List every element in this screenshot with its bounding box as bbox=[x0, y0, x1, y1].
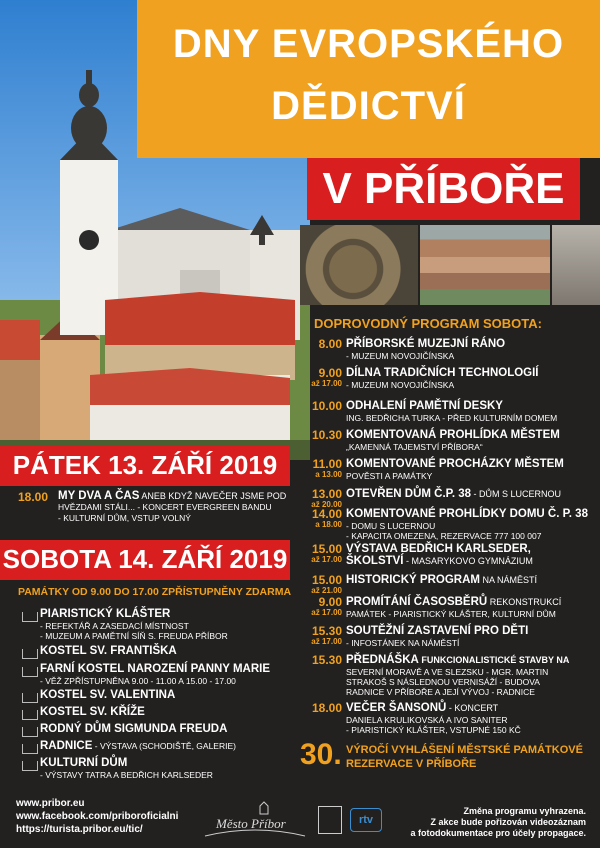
friday-time: 18.00 bbox=[18, 490, 49, 504]
program-sub: DANIELA KRULIKOVSKÁ A IVO SANITER bbox=[346, 715, 508, 725]
program-sub: PAMÁTEK - PIARISTICKÝ KLÁŠTER, KULTURNÍ DŮM bbox=[346, 609, 556, 619]
town-logo bbox=[200, 800, 310, 840]
program-sub: POVĚSTI A PAMÁTKY bbox=[346, 471, 433, 481]
program-time: 11.00 a 13.00 bbox=[312, 457, 342, 479]
museum-logo-icon bbox=[318, 806, 342, 834]
program-title: PROMÍTÁNÍ ČASOSBĚRŮ REKONSTRUKCÍ bbox=[346, 596, 562, 608]
bullet-icon bbox=[22, 727, 38, 737]
program-title: SOUTĚŽNÍ ZASTAVENÍ PRO DĚTI bbox=[346, 625, 529, 637]
program-time: 10.00 bbox=[311, 399, 342, 413]
bullet-icon bbox=[22, 761, 38, 771]
photo-strip bbox=[300, 225, 600, 305]
poster: DNY EVROPSKÉHO DĚDICTVÍ V PŘÍBOŘE DOPROVODNÝ PROGRAM SOBOTA: 8.00 PŘÍBORSKÉ MUZEJNÍ RÁNO - MUZEUM NOVOJIČÍNSKA 9.00 až 17.00 DÍLNA TRADIČNÍCH TECHNOLOGIÍ - MUZEUM NOVOJIČÍNSKA 10.00 ODHALENÍ PAMĚTNÍ DESKY ING. BEDŘICHA TURKA - PŘED KULTURNÍM DOMEM 10.30 KOMENTOVANÁ PROHLÍDKA MĚSTEM „KAMENNÁ TAJEMSTVÍ PŘÍBORA“ 11.00 a 13.00 KOMENTOVANÉ PROCHÁZKY MĚSTEM POVĚSTI A PAMÁTKY 13.00 až 20.00 OTEVŘEN DŮM Č.P. 38 - DŮM S LUCERNOU 14.00 a 18.00 KOMENTOVANÉ PROHLÍDKY DOMU Č. P. 38 - DOMU S LUCERNOU - KAPACITA OMEZENA, REZERVACE 777 100 007 15.00 až 17.00 VÝSTAVA BEDŘICH KARLSEDER, ŠKOLSTVÍ - MASARYKOVO GYMNÁZIUM 15.00 až 21.00 HISTORICKÝ PROGRAM NA NÁMĚSTÍ 9.00 až 17.00 PROMÍTÁNÍ ČASOSBĚRŮ REKONSTRUKCÍ PAMÁTEK - PIARISTICKÝ KLÁŠTER, KULTURNÍ DŮM 15.30 až 17.00 SOUTĚŽNÍ ZASTAVENÍ PRO DĚTI - INFOSTÁNEK NA NÁMĚSTÍ 15.30 PŘEDNÁŠKA FUNKCIONALISTICKÉ STAVBY NA SEVERNÍ MORAVĚ A VE SLEZSKU - MGR. MARTIN STRAKOŠ S NÁSLEDNOU VERNISÁŽÍ - BUDOVA RADNICE V PŘÍBOŘE A JEJÍ VÝVOJ - RADNICE 18.00 VEČER ŠANSONŮ - KONCERT DANIELA KRULIKOVSKÁ A IVO SANITER - PIARISTICKÝ KLÁŠTER, VSTUPNÉ 150 KČ 30. VÝROČÍ VYHLÁŠENÍ MĚSTSKÉ PAMÁTKOVÉ REZERVACE V PŘÍBOŘE PÁTEK 13. ZÁŘÍ 2019 18.00 MY DVA A ČAS ANEB KDYŽ NAVEČER JSME POD HVĚZDAMI STÁLI... - KONCERT EVERGREEN BANDU - KULTURNÍ DŮM, VSTUP VOLNÝ SOBOTA 14. ZÁŘÍ 2019 PAMÁTKY OD 9.00 DO 17.00 ZPŘÍSTUPNĚNY ZDARMA PIARISTICKÝ KLÁŠTER - REFEKTÁŘ A ZASEDACÍ MÍSTNOST - MUZEUM A PAMĚTNÍ SÍŇ S. FREUDA PŘÍBOR KOSTEL SV. FRANTIŠKA FARNÍ KOSTEL NAROZENÍ PANNY MARIE - VĚŽ ZPŘÍSTUPNĚNA 9.00 - 11.00 A 15.00 - 17.00 KOSTEL SV. VALENTINA KOSTEL SV. KŘÍŽE RODNÝ DŮM SIGMUNDA FREUDA RADNICE - VÝSTAVA (SCHODIŠTĚ, GALERIE) KULTURNÍ DŮM - VÝSTAVY TATRA A BEDŘICH KARLSEDER www.pribor.eu www.facebook.com/priboroficialni https://turista.pribor.eu/tic/ Město Příbor rtv Změna programu vyhrazena. Z akce bude pořizován videozáznam a fotodokumentace pro účely propagace. bbox=[0, 0, 600, 848]
town-logo-text: Město Příbor bbox=[216, 816, 286, 831]
archaeology-photo bbox=[300, 225, 418, 305]
website-link[interactable]: www.pribor.eu bbox=[16, 798, 85, 809]
program-title: OTEVŘEN DŮM Č.P. 38 - DŮM S LUCERNOU bbox=[346, 488, 562, 500]
program-time: 14.00 a 18.00 bbox=[311, 507, 342, 529]
program-time: 8.00 bbox=[318, 337, 342, 351]
program-time: 15.30 bbox=[311, 653, 342, 667]
footer-note: Změna programu vyhrazena. Z akce bude pořizován videozáznam a fotodokumentace pro účely propagace. bbox=[410, 806, 586, 838]
town-aerial-photo bbox=[420, 225, 550, 305]
program-time: 9.00 až 17.00 bbox=[311, 366, 342, 388]
bullet-icon bbox=[22, 649, 38, 659]
anniversary-text: VÝROČÍ VYHLÁŠENÍ MĚSTSKÉ PAMÁTKOVÉ REZERVACE V PŘÍBOŘE bbox=[346, 744, 583, 770]
program-time: 18.00 bbox=[311, 701, 342, 715]
tourist-link[interactable]: https://turista.pribor.eu/tic/ bbox=[16, 824, 143, 835]
title-line-1: DNY EVROPSKÉHO bbox=[172, 22, 565, 66]
program-sub: - MUZEUM NOVOJIČÍNSKA bbox=[346, 380, 455, 390]
bullet-icon bbox=[22, 667, 38, 677]
saturday-heading: SOBOTA 14. ZÁŘÍ 2019 bbox=[2, 544, 288, 574]
program-sub: „KAMENNÁ TAJEMSTVÍ PŘÍBORA“ bbox=[346, 442, 483, 452]
friday-heading: PÁTEK 13. ZÁŘÍ 2019 bbox=[12, 450, 278, 480]
program-sub: RADNICE V PŘÍBOŘE A JEJÍ VÝVOJ - RADNICE bbox=[346, 687, 535, 697]
program-time: 9.00 až 17.00 bbox=[311, 595, 342, 617]
program-title: KOMENTOVANÉ PROHLÍDKY DOMU Č. P. 38 bbox=[346, 508, 588, 520]
program-header: DOPROVODNÝ PROGRAM SOBOTA: bbox=[314, 316, 542, 331]
bullet-icon bbox=[22, 744, 38, 754]
program-time: 15.30 až 17.00 bbox=[311, 624, 342, 646]
program-time: 10.30 bbox=[311, 428, 342, 442]
tv-logo: rtv bbox=[350, 808, 382, 832]
bullet-icon bbox=[22, 612, 38, 622]
program-title: VEČER ŠANSONŮ - KONCERT bbox=[346, 702, 499, 714]
bullet-icon bbox=[22, 693, 38, 703]
program-sub: STRAKOŠ S NÁSLEDNOU VERNISÁŽÍ - BUDOVA bbox=[346, 677, 540, 687]
program-sub: - DOMU S LUCERNOU bbox=[346, 521, 436, 531]
anniversary-number: 30. bbox=[300, 738, 342, 771]
program-sub: SEVERNÍ MORAVĚ A VE SLEZSKU - MGR. MARTIN bbox=[346, 667, 549, 677]
program-sub: - INFOSTÁNEK NA NÁMĚSTÍ bbox=[346, 638, 460, 648]
program-title: DÍLNA TRADIČNÍCH TECHNOLOGIÍ bbox=[346, 367, 539, 379]
program-title: PŘÍBORSKÉ MUZEJNÍ RÁNO bbox=[346, 338, 506, 350]
program-title: PŘEDNÁŠKA FUNKCIONALISTICKÉ STAVBY NA bbox=[346, 654, 570, 666]
program-sub: - KAPACITA OMEZENA, REZERVACE 777 100 007 bbox=[346, 531, 542, 541]
statue-photo bbox=[552, 225, 600, 305]
bullet-icon bbox=[22, 710, 38, 720]
program-title: KOMENTOVANÁ PROHLÍDKA MĚSTEM bbox=[346, 429, 560, 441]
program-title: VÝSTAVA BEDŘICH KARLSEDER, ŠKOLSTVÍ - MASARYKOVO GYMNÁZIUM bbox=[346, 543, 533, 567]
program-time: 15.00 až 17.00 bbox=[311, 542, 342, 564]
program-time: 15.00 až 21.00 bbox=[311, 573, 342, 595]
program-title: HISTORICKÝ PROGRAM NA NÁMĚSTÍ bbox=[346, 574, 537, 586]
title-line-3: V PŘÍBOŘE bbox=[322, 164, 565, 213]
title-line-2: DĚDICTVÍ bbox=[271, 84, 466, 128]
program-title: KOMENTOVANÉ PROCHÁZKY MĚSTEM bbox=[346, 458, 564, 470]
program-sub: - MUZEUM NOVOJIČÍNSKA bbox=[346, 351, 455, 361]
facebook-link[interactable]: www.facebook.com/priboroficialni bbox=[16, 811, 179, 822]
program-sub: ING. BEDŘICHA TURKA - PŘED KULTURNÍM DOMEM bbox=[346, 413, 558, 423]
saturday-note: PAMÁTKY OD 9.00 DO 17.00 ZPŘÍSTUPNĚNY ZDARMA bbox=[18, 586, 292, 598]
program-time: 13.00 až 20.00 bbox=[311, 487, 342, 509]
program-sub: - PIARISTICKÝ KLÁŠTER, VSTUPNÉ 150 KČ bbox=[346, 725, 521, 735]
friday-event: MY DVA A ČAS ANEB KDYŽ NAVEČER JSME POD HVĚZDAMI STÁLI... - KONCERT EVERGREEN BANDU - KULTURNÍ DŮM, VSTUP VOLNÝ bbox=[58, 490, 287, 523]
program-title: ODHALENÍ PAMĚTNÍ DESKY bbox=[346, 400, 503, 412]
